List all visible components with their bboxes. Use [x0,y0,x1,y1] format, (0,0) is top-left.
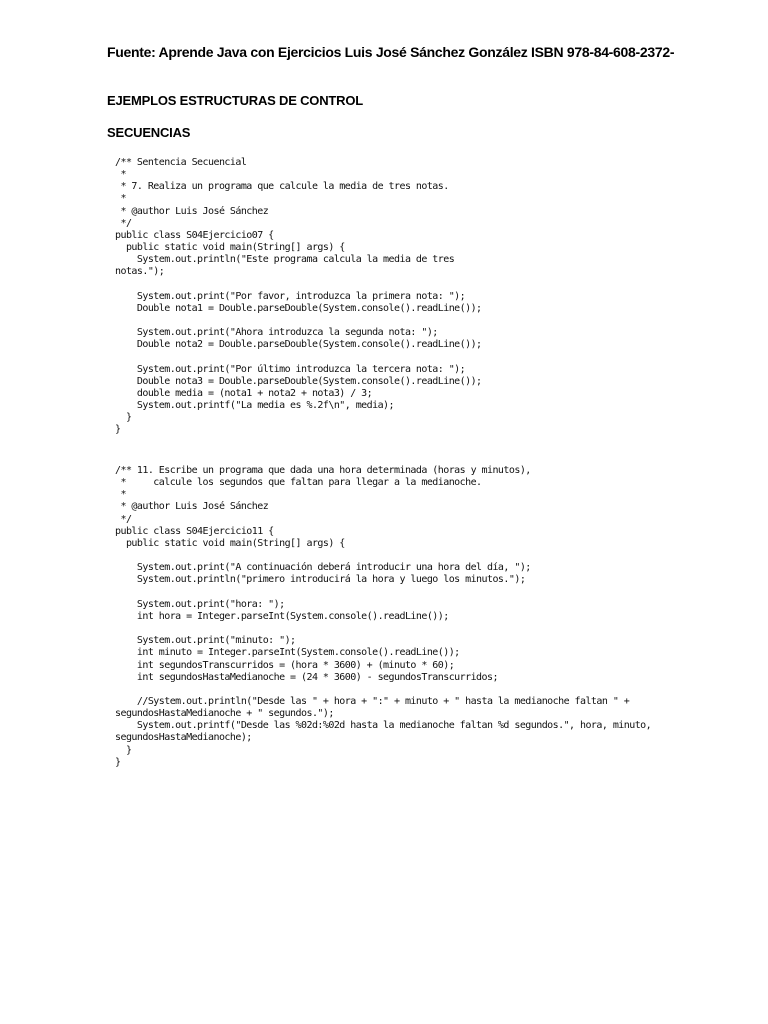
code-line: int segundosTranscurridos = (hora * 3600) + (minuto * 60); [115,659,455,671]
code-line: * [115,193,126,205]
code-line: /** 11. Escribe un programa que dada una hora determinada (horas y minutos), [115,465,531,476]
code-line: } [115,756,121,768]
document-title: EJEMPLOS ESTRUCTURAS DE CONTROL [107,93,363,108]
code-line: } [115,412,132,424]
code-line: } [115,744,132,756]
code-line: System.out.print("Por último introduzca la tercera nota: "); [115,363,466,375]
code-line: Double nota1 = Double.parseDouble(System.console().readLine()); [115,302,482,314]
code-line: System.out.printf("Desde las %02d:%02d hasta la medianoche faltan %d segundos.", hora, minuto, [115,720,652,732]
code-block-ejercicio11 [115,465,651,769]
code-line: Double nota2 = Double.parseDouble(System.console().readLine()); [115,339,482,351]
code-line: System.out.println("Este programa calcula la media de tres [115,254,455,266]
code-line: public static void main(String[] args) { [115,537,345,549]
code-line: */ [115,217,132,229]
code-line: * 7. Realiza un programa que calcule la media de tres notas. [115,181,449,193]
code-block-ejercicio07 [115,157,482,437]
code-line: public static void main(String[] args) { [115,242,345,254]
source-citation: Fuente: Aprende Java con Ejercicios Luis José Sánchez González ISBN 978-84-608-2372- [107,44,675,60]
code-line: * calcule los segundos que faltan para llegar a la medianoche. [115,477,482,489]
code-line: * [115,169,126,181]
code-line: System.out.print("hora: "); [115,598,285,610]
section-heading: SECUENCIAS [107,125,191,140]
code-line: System.out.print("Ahora introduzca la segunda nota: "); [115,327,438,339]
code-line: } [115,424,121,436]
code-line: * [115,489,126,501]
code-line: public class S04Ejercicio11 { [115,525,274,537]
code-line: int hora = Integer.parseInt(System.console().readLine()); [115,610,449,622]
code-line: System.out.print("Por favor, introduzca la primera nota: "); [115,290,466,302]
code-line: */ [115,513,132,525]
code-line: int segundosHastaMedianoche = (24 * 3600) - segundosTranscurridos; [115,671,498,683]
code-line: System.out.print("minuto: "); [115,635,296,647]
code-line: public class S04Ejercicio07 { [115,229,274,241]
code-line: System.out.println("primero introducirá la hora y luego los minutos."); [115,574,526,586]
code-line: //System.out.println("Desde las " + hora + ":" + minuto + " hasta la medianoche faltan " + [115,695,630,707]
code-line: segundosHastaMedianoche + " segundos."); [115,708,334,720]
code-line: System.out.printf("La media es %.2f\n", media); [115,400,394,412]
code-line: Double nota3 = Double.parseDouble(System.console().readLine()); [115,375,482,387]
code-line: /** Sentencia Secuencial [115,157,247,168]
code-line: int minuto = Integer.parseInt(System.console().readLine()); [115,647,460,659]
code-line: double media = (nota1 + nota2 + nota3) / 3; [115,387,373,399]
code-line: System.out.print("A continuación deberá introducir una hora del día, "); [115,562,531,574]
code-line: * @author Luis José Sánchez [115,501,269,513]
code-line: * @author Luis José Sánchez [115,205,269,217]
code-line: segundosHastaMedianoche); [115,732,252,744]
code-line: notas."); [115,266,165,278]
